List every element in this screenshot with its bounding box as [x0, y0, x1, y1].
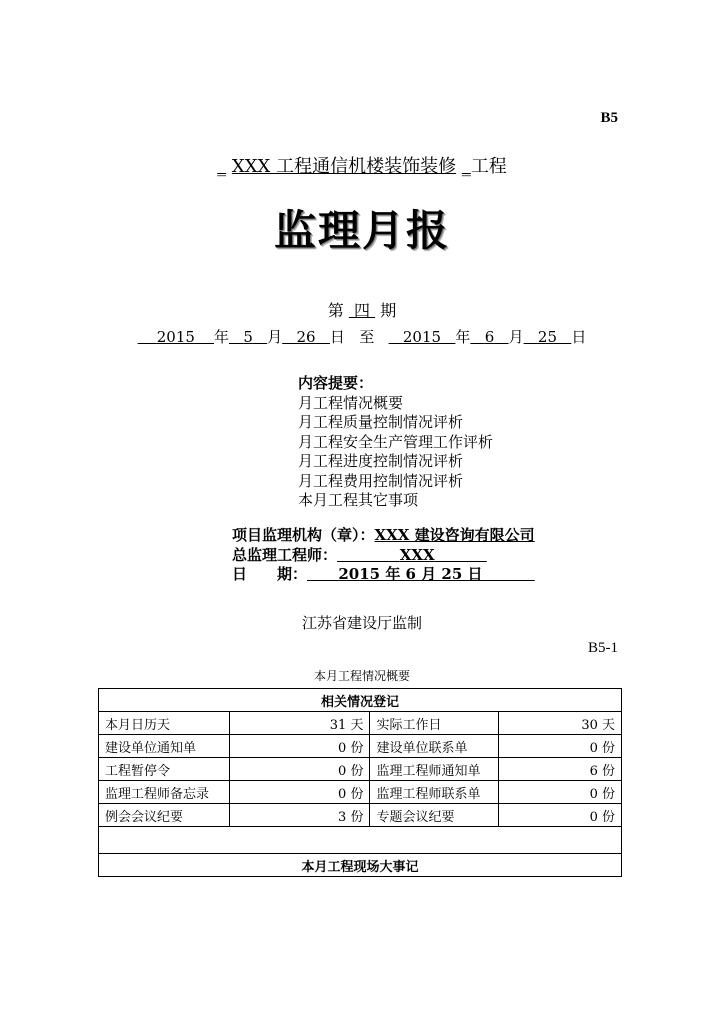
- summary-item: 月工程费用控制情况评析: [298, 471, 464, 490]
- summary-item: 月工程进度控制情况评析: [298, 452, 464, 470]
- year-label: 年: [214, 328, 230, 346]
- summary-item: 月工程质量控制情况评析: [298, 413, 464, 431]
- project-suffix: 工程: [470, 156, 507, 177]
- table-title: 本月工程情况概要: [313, 669, 410, 683]
- table-row: [99, 804, 622, 827]
- agency-label: 项目监理机构（章）：: [232, 526, 375, 544]
- table-header-row: [99, 689, 622, 712]
- end-day: [524, 328, 572, 346]
- row-label: 工程暂停令: [99, 758, 230, 781]
- summary-item: 月工程情况概要: [298, 393, 404, 412]
- supervision-org: [232, 526, 535, 585]
- row-label: 监理工程师通知单: [370, 758, 499, 781]
- row-label: 建设单位联系单: [370, 735, 499, 758]
- project-blank-right: _: [461, 156, 471, 177]
- year-label: 年: [455, 328, 471, 346]
- date-value-text: 2015 年 6 月 25 日: [338, 565, 483, 583]
- table-blank-row: [99, 827, 622, 854]
- table-code: B5-1: [588, 640, 618, 656]
- table-row: [99, 758, 622, 781]
- table-row: [99, 781, 622, 804]
- row-label: 建设单位通知单: [99, 735, 230, 758]
- row-value: 0 份: [229, 735, 370, 758]
- day-label: 日: [571, 328, 587, 346]
- row-label: 监理工程师备忘录: [99, 781, 230, 804]
- end-day-text: 25: [537, 328, 557, 346]
- report-period: [0, 326, 724, 347]
- engineer-label: 总监理工程师：: [232, 545, 338, 564]
- month-label: 月: [508, 328, 524, 346]
- day-label: 日: [329, 328, 345, 346]
- row-value: 31 天: [229, 712, 370, 735]
- blank-cell: [99, 827, 622, 854]
- content-summary: [298, 374, 493, 511]
- issue-number-text: 四: [353, 301, 370, 320]
- table-row: [99, 735, 622, 758]
- section-header: 相关情况登记: [99, 689, 622, 712]
- project-name: XXX 工程通信机楼装饰装修: [231, 156, 457, 177]
- period-to: 至: [359, 328, 375, 346]
- agency-line: [232, 526, 535, 546]
- form-code: B5: [600, 110, 618, 126]
- table-row: [99, 712, 622, 735]
- row-label: 例会会议纪要: [99, 804, 230, 827]
- page-title: 监理月报: [273, 206, 450, 255]
- row-value: 0 份: [499, 804, 622, 827]
- row-label: 本月日历天: [99, 712, 230, 735]
- project-blank-left: _: [217, 156, 227, 177]
- end-month-text: 6: [484, 328, 495, 346]
- issue-prefix: 第: [327, 301, 344, 320]
- start-year: [138, 328, 214, 346]
- row-label: 监理工程师联系单: [370, 781, 499, 804]
- end-month: [470, 328, 508, 346]
- engineer-line: [232, 546, 535, 566]
- row-value: 6 份: [499, 758, 622, 781]
- start-day: [282, 328, 330, 346]
- summary-item: 本月工程其它事项: [298, 491, 419, 509]
- end-year-text: 2015: [402, 328, 442, 346]
- row-value: 0 份: [499, 781, 622, 804]
- issuer: 江苏省建设厅监制: [301, 614, 422, 632]
- agency-value: XXX 建设咨询有限公司: [374, 526, 535, 544]
- summary-heading: 内容提要：: [298, 374, 374, 392]
- row-value: 3 份: [229, 804, 370, 827]
- engineer-value: [337, 546, 487, 564]
- registration-table: [98, 688, 622, 877]
- row-value: 0 份: [499, 735, 622, 758]
- summary-item: 月工程安全生产管理工作评析: [298, 432, 494, 451]
- start-day-text: 26: [296, 328, 316, 346]
- row-value: 30 天: [499, 712, 622, 735]
- row-value: 0 份: [229, 758, 370, 781]
- row-value: 0 份: [229, 781, 370, 804]
- engineer-value-text: XXX: [399, 545, 435, 564]
- start-month: [229, 328, 267, 346]
- date-label: 日 期：: [232, 565, 308, 583]
- row-label: 专题会议纪要: [370, 804, 499, 827]
- issue-suffix: 期: [380, 301, 397, 320]
- end-year: [389, 328, 456, 346]
- date-line: [232, 565, 535, 585]
- month-label: 月: [267, 328, 283, 346]
- issue-number: [0, 298, 724, 321]
- start-month-text: 5: [243, 328, 253, 346]
- date-value: [307, 565, 535, 583]
- project-title: [0, 152, 724, 178]
- events-header-row: [99, 854, 622, 877]
- row-label: 实际工作日: [370, 712, 499, 735]
- issue-value: [349, 301, 375, 320]
- start-year-text: 2015: [156, 328, 195, 346]
- events-header: 本月工程现场大事记: [99, 854, 622, 877]
